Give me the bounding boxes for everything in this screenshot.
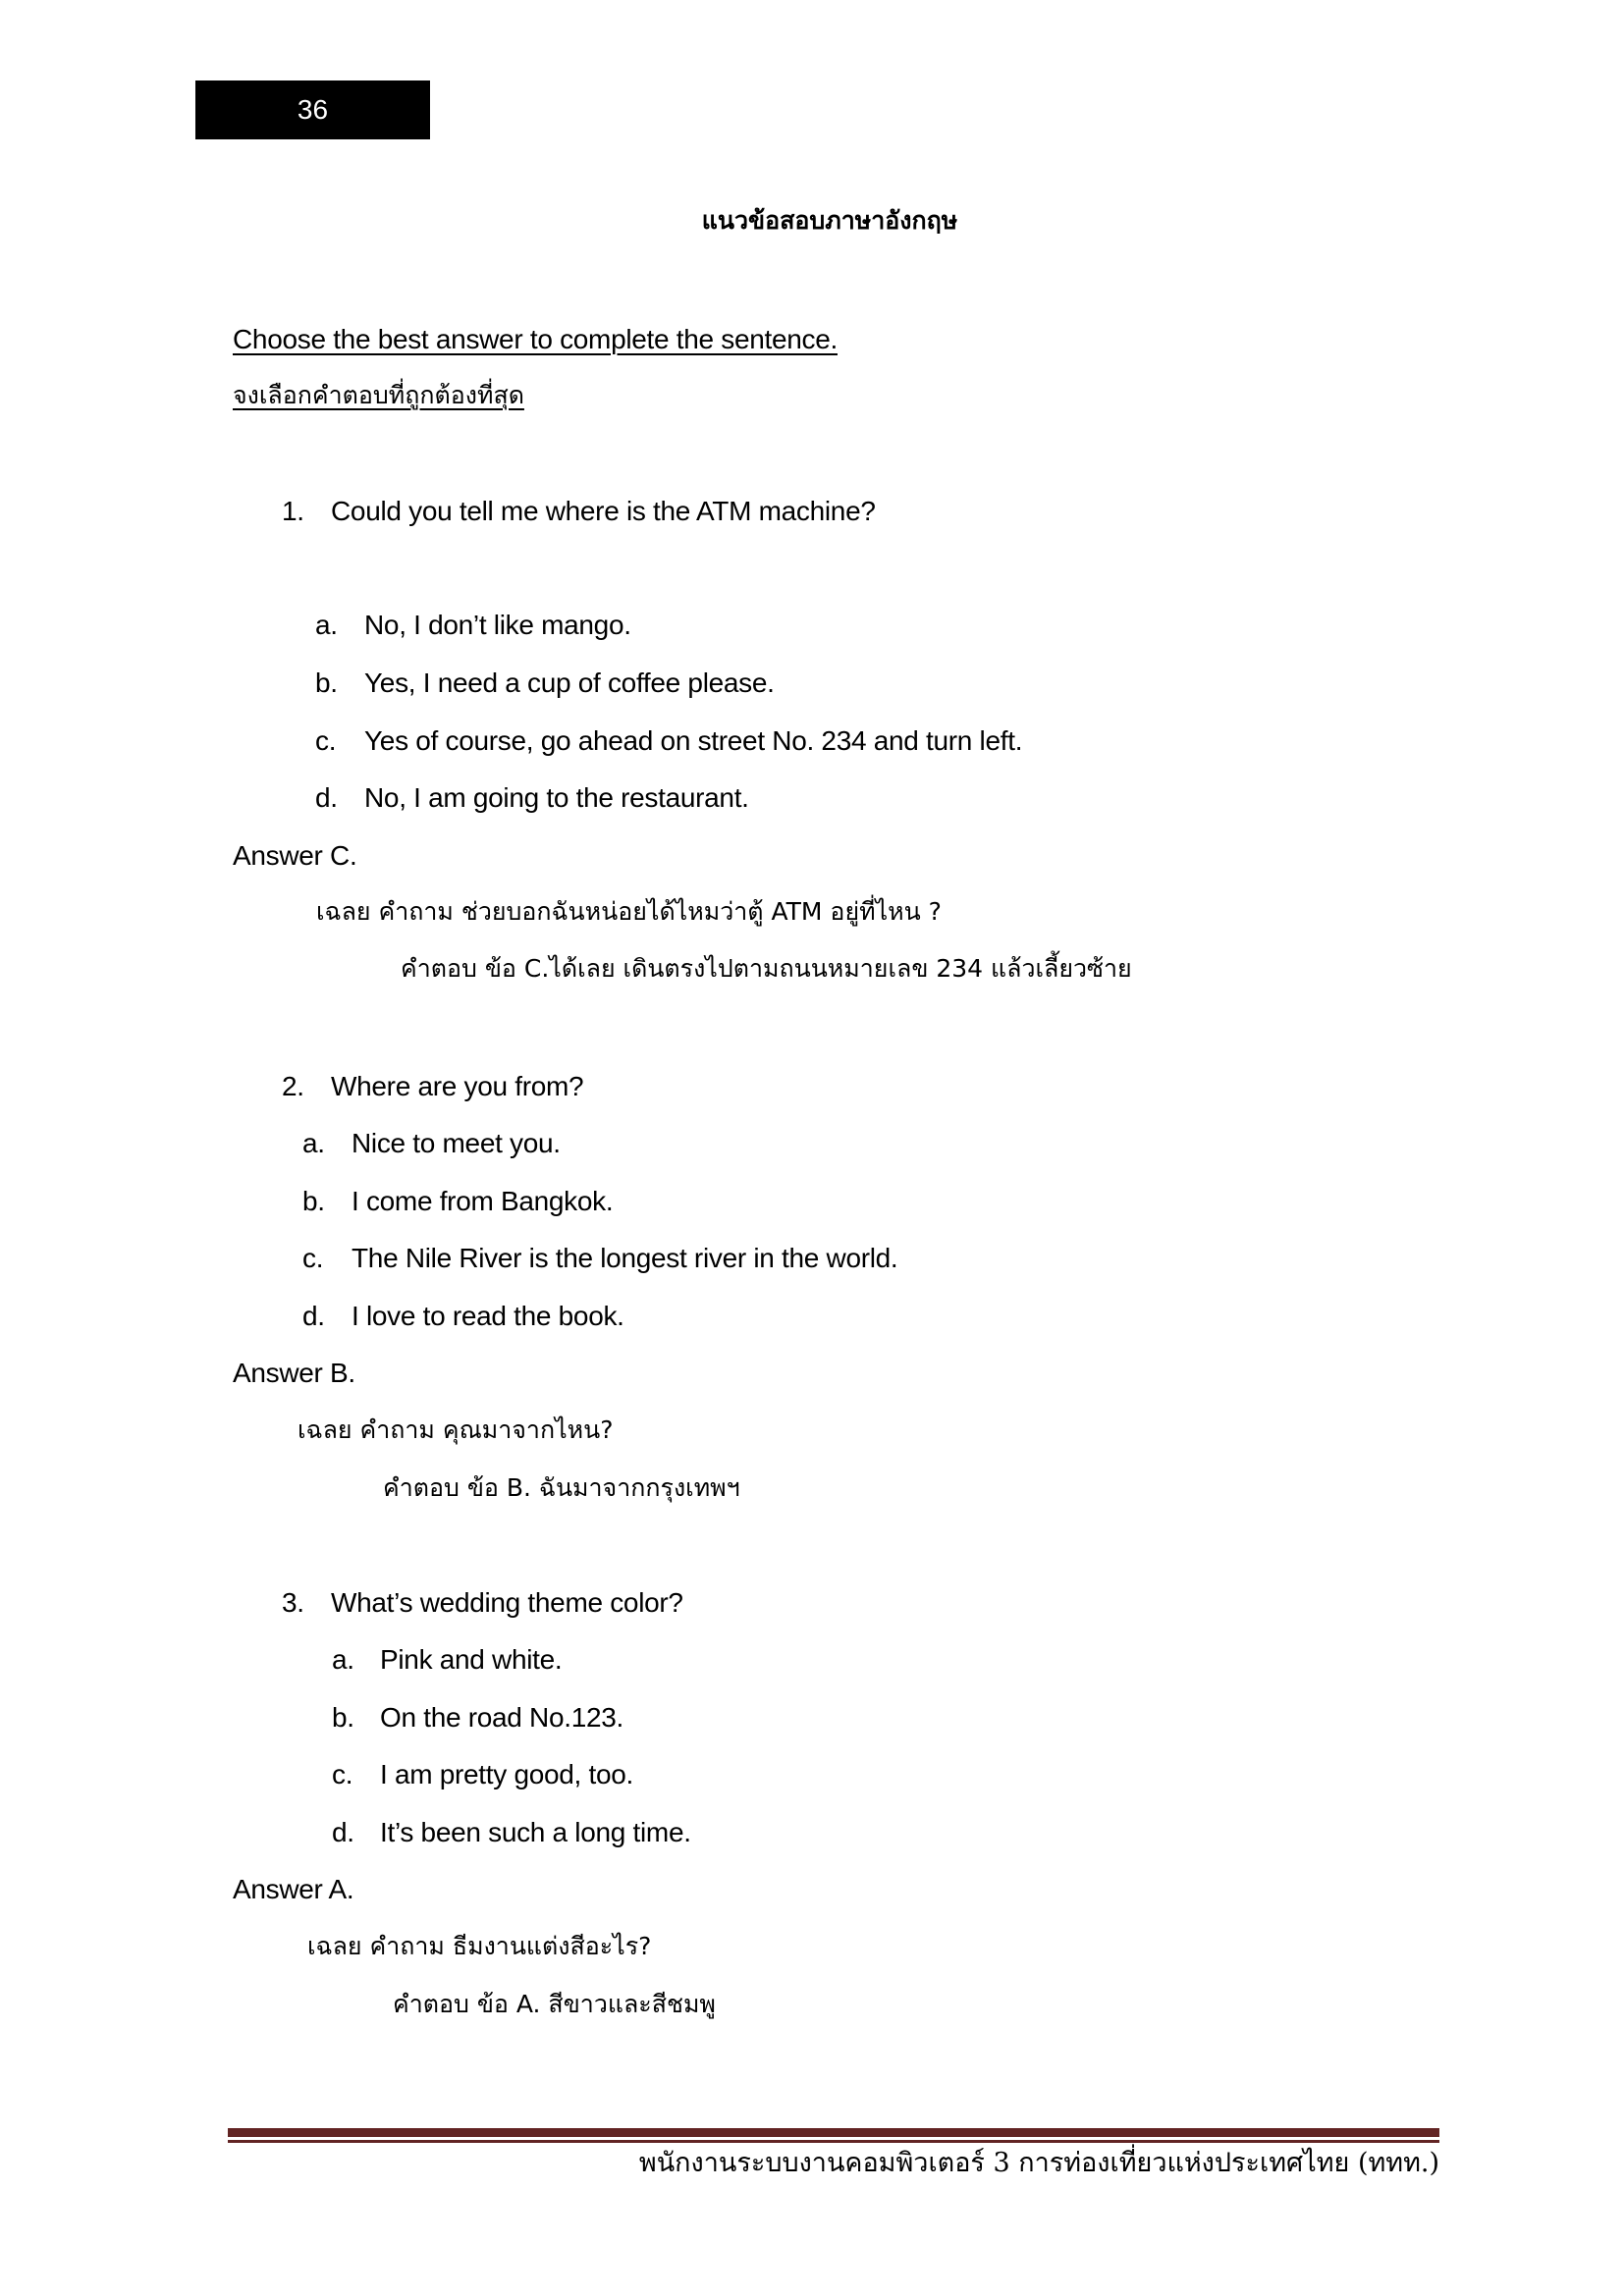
option-letter: c.	[302, 1243, 324, 1273]
answer-label: Answer B.	[233, 1358, 355, 1388]
option-text: Pink and white.	[380, 1644, 563, 1675]
option-letter: c.	[315, 725, 337, 756]
option-letter: d.	[315, 782, 338, 813]
question-text: Could you tell me where is the ATM machine?	[331, 496, 876, 526]
explanation-question: เฉลย คำถาม ธีมงานแต่งสีอะไร?	[307, 1932, 652, 1960]
option-text: On the road No.123.	[380, 1702, 624, 1733]
option-letter: d.	[302, 1301, 325, 1331]
option-text: I love to read the book.	[352, 1301, 624, 1331]
instruction-english: Choose the best answer to complete the sentence.	[233, 324, 838, 354]
option-letter: b.	[332, 1702, 354, 1733]
explanation-answer: คำตอบ ข้อ A. สีขาวและสีชมพู	[393, 1990, 716, 2018]
page-number: 36	[297, 94, 329, 125]
answer-label: Answer A.	[233, 1874, 354, 1904]
option-letter: c.	[332, 1759, 353, 1789]
explanation-question: เฉลย คำถาม ช่วยบอกฉันหน่อยได้ไหมว่าตู้ ATM อยู่ที่ไหน ?	[316, 897, 942, 926]
question-text: Where are you from?	[331, 1071, 584, 1101]
page-title: แนวข้อสอบภาษาอังกฤษ	[701, 206, 958, 235]
instruction-thai: จงเลือกคำตอบที่ถูกต้องที่สุด	[233, 381, 524, 409]
footer-rule-thin	[228, 2140, 1439, 2143]
explanation-answer: คำตอบ ข้อ B. ฉันมาจากกรุงเทพฯ	[383, 1473, 740, 1502]
option-text: The Nile River is the longest river in the world.	[352, 1243, 898, 1273]
option-letter: a.	[302, 1128, 325, 1158]
option-letter: a.	[332, 1644, 354, 1675]
option-letter: b.	[315, 667, 338, 698]
question-number: 3.	[282, 1587, 304, 1618]
option-text: Nice to meet you.	[352, 1128, 561, 1158]
explanation-question: เฉลย คำถาม คุณมาจากไหน?	[298, 1415, 614, 1444]
option-text: No, I am going to the restaurant.	[364, 782, 749, 813]
option-text: Yes, I need a cup of coffee please.	[364, 667, 775, 698]
question-number: 1.	[282, 496, 304, 526]
explanation-answer: คำตอบ ข้อ C.ได้เลย เดินตรงไปตามถนนหมายเลข 234 แล้วเลี้ยวซ้าย	[401, 954, 1132, 983]
option-letter: d.	[332, 1817, 354, 1847]
option-text: I am pretty good, too.	[380, 1759, 633, 1789]
footer-text: พนักงานระบบงานคอมพิวเตอร์ 3 การท่องเที่ยวแห่งประเทศไทย (ททท.)	[638, 2148, 1439, 2178]
footer-rule-thick	[228, 2128, 1439, 2137]
question-number: 2.	[282, 1071, 304, 1101]
option-text: It’s been such a long time.	[380, 1817, 691, 1847]
option-text: No, I don’t like mango.	[364, 610, 631, 640]
question-text: What’s wedding theme color?	[331, 1587, 683, 1618]
option-text: Yes of course, go ahead on street No. 234 and turn left.	[364, 725, 1023, 756]
option-letter: b.	[302, 1186, 325, 1216]
answer-label: Answer C.	[233, 840, 357, 871]
option-text: I come from Bangkok.	[352, 1186, 614, 1216]
page-number-badge	[195, 80, 430, 139]
option-letter: a.	[315, 610, 338, 640]
